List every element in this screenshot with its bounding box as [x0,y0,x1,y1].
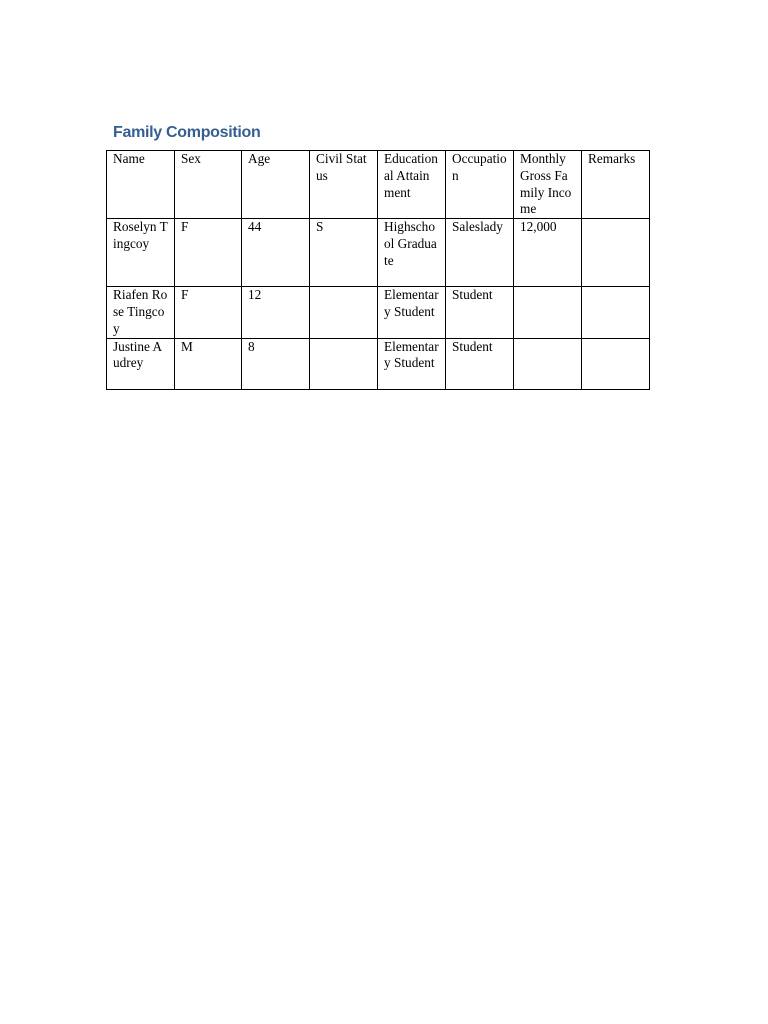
cell-remarks [582,338,650,389]
cell-civil-status [310,287,378,338]
header-civil-status: Civil Status [310,151,378,219]
cell-occupation: Student [446,338,514,389]
table-header-row [107,151,650,219]
cell-civil-status [310,338,378,389]
header-remarks: Remarks [582,151,650,219]
cell-remarks [582,219,650,287]
cell-age: 44 [242,219,310,287]
family-composition-table [106,150,650,390]
header-occupation: Occupation [446,151,514,219]
cell-age: 8 [242,338,310,389]
cell-educational-attainment: Highschool Graduate [378,219,446,287]
cell-name: Roselyn Tingcoy [107,219,175,287]
table-row [107,338,650,389]
cell-educational-attainment: Elementary Student [378,338,446,389]
cell-monthly-income [514,338,582,389]
header-sex: Sex [175,151,242,219]
cell-monthly-income: 12,000 [514,219,582,287]
table-row [107,287,650,338]
section-title: Family Composition [113,124,261,141]
header-monthly-income: Monthly Gross Family Income [514,151,582,219]
cell-occupation: Saleslady [446,219,514,287]
cell-sex: M [175,338,242,389]
cell-name: Justine Audrey [107,338,175,389]
cell-sex: F [175,287,242,338]
header-educational-attainment: Educational Attainment [378,151,446,219]
cell-remarks [582,287,650,338]
cell-monthly-income [514,287,582,338]
cell-educational-attainment: Elementary Student [378,287,446,338]
cell-occupation: Student [446,287,514,338]
table-row [107,219,650,287]
cell-name: Riafen Rose Tingcoy [107,287,175,338]
cell-sex: F [175,219,242,287]
header-name: Name [107,151,175,219]
header-age: Age [242,151,310,219]
cell-civil-status: S [310,219,378,287]
cell-age: 12 [242,287,310,338]
